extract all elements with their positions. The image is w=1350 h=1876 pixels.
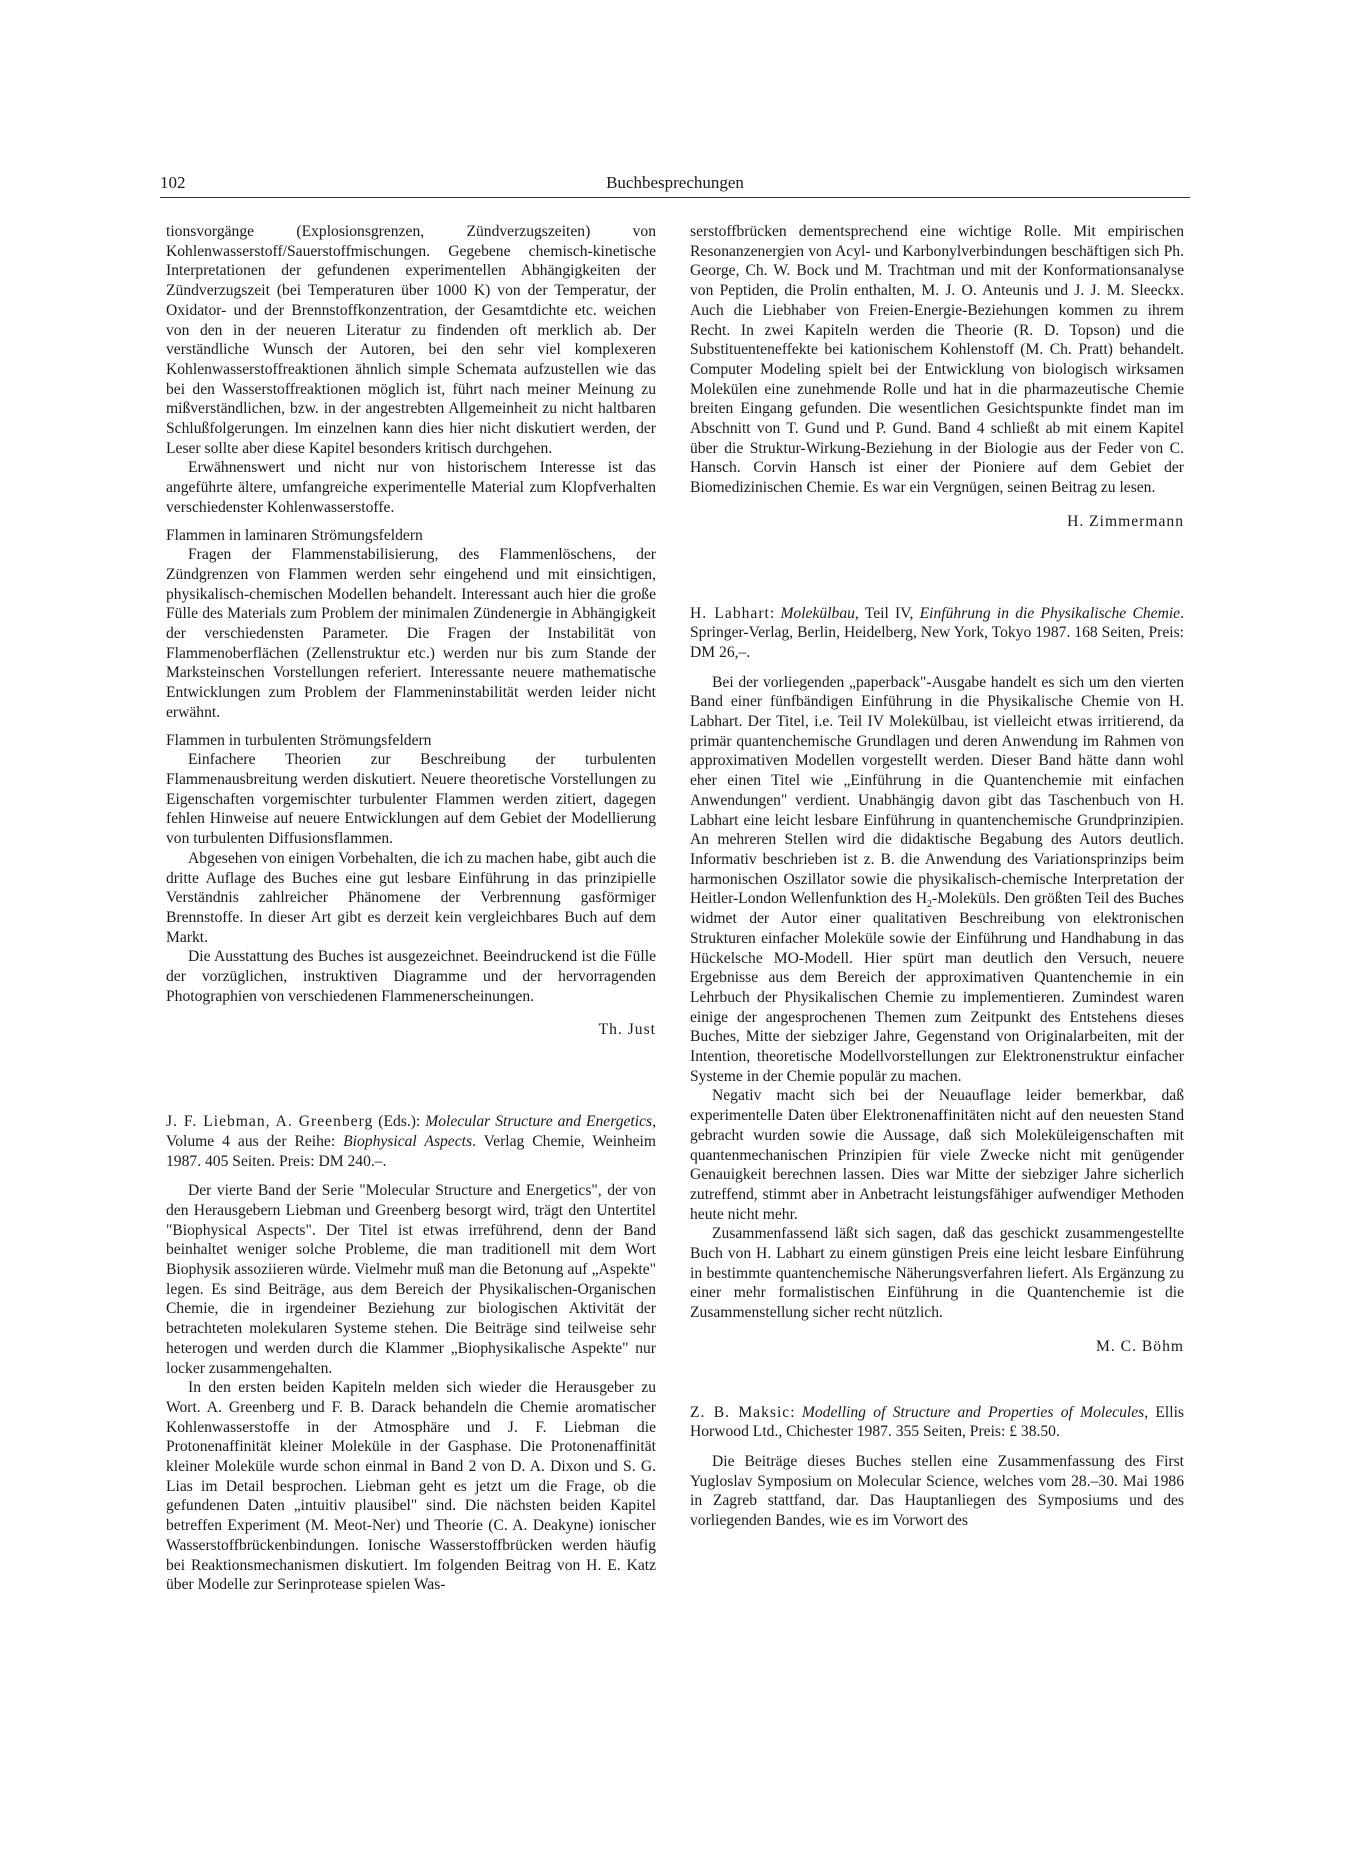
- book-publisher: . Springer-Verlag, Berlin, Heidelberg, New York, Tokyo 1987. 168 Seiten, Preis: DM 26,–.: [690, 604, 1184, 661]
- spacer: [166, 1040, 656, 1112]
- paragraph: Fragen der Flammenstabilisierung, des Flammenlöschens, der Zündgrenzen von Flammen werden sehr eingehend und mit einsichtigen, physikalisch-chemischen Modellen behandelt. Interessant auch hier die große Fülle des Materials zum Problem der minimalen Zündenergie in Abhängigkeit der verschiedensten Parameter. Die Fragen der Instabilität von Flammenoberflächen (Zellenstruktur etc.) werden nur bis zum Stande der Marksteinschen Vorstellungen referiert. Interessante neuere mathematische Entwicklungen zum Problem der Flammeninstabilität werden leider nicht erwähnt.: [166, 546, 656, 721]
- reviewer-signature: M. C. Böhm: [1096, 1337, 1184, 1355]
- paragraph: tionsvorgänge (Explosionsgrenzen, Zündverzugszeiten) von Kohlenwasserstoff/Sauerstoffmischungen. Gegebene chemisch-kinetische Interpretationen der gefundenen experimentellen Abhängigkeiten der Zündverzugszeit (bei Temperaturen über 1000 K) von der Temperatur, der Oxidator- und der Brennstoffkonzentration, der Gesamtdichte etc. weichen von den in der neueren Literatur zu findenden oft merklich ab. Der verständliche Wunsch der Autoren, bei den sehr viel komplexeren Kohlenwasserstoffreaktionen ähnlich simple Schemata aufzustellen wie das bei den Wasserstoffreaktionen möglich ist, führt nach meiner Meinung zu mißverständlichen, bzw. in der angestrebten Allgemeinheit zu nicht haltbaren Schlußfolgerungen. Im einzelnen kann dies hier nicht diskutiert werden, der Leser sollte aber diese Kapitel besonders kritisch durchgehen.: [166, 223, 656, 457]
- book-reference: [690, 1403, 1184, 1442]
- reviewer-signature: H. Zimmermann: [1067, 512, 1184, 530]
- right-column: [690, 222, 1184, 1531]
- book-title: Molekülbau: [780, 604, 855, 622]
- page-header: [160, 173, 1190, 198]
- running-title: Buchbesprechungen: [606, 173, 744, 192]
- paragraph: Abgesehen von einigen Vorbehalten, die ich zu machen habe, gibt auch die dritte Auflage des Buches eine gut lesbare Einführung in das prinzipielle Verständnis zahlreicher Phänomene der Verbrennung gasförmiger Brennstoffe. In dieser Art gibt es derzeit kein vergleichbares Buch auf dem Markt.: [166, 849, 656, 946]
- book-sep: :: [769, 604, 781, 622]
- book-mid: , Teil IV,: [854, 604, 920, 622]
- paragraph: In den ersten beiden Kapiteln melden sich wieder die Herausgeber zu Wort. A. Greenberg und F. B. Darack behandeln die Chemie aromatischer Kohlenwasserstoffe in der Atmosphäre und J. F. Liebman die Protonenaffinität kleiner Moleküle in der Gasphase. Die Protonenaffinität kleiner Moleküle wurde schon einmal in Band 2 von D. A. Dixon und S. G. Lias im Detail besprochen. Liebman geht es jetzt um die Frage, ob die gefundenen Daten „intuitiv plausibel" sind. Die nächsten beiden Kapitel betreffen Experiment (M. Meot-Ner) und Theorie (C. A. Deakyne) ionischer Wasserstoffbrückenbindungen. Ionische Wasserstoffbrücken werden häufig bei Reaktionsmechanismen diskutiert. Im folgenden Beitrag von H. E. Katz über Modelle zur Serinprotease spielen Was-: [166, 1379, 656, 1594]
- spacer: [690, 532, 1184, 604]
- paragraph: Der vierte Band der Serie "Molecular Structure and Energetics", der von den Herausgebern Liebman und Greenberg besorgt wird, trägt den Untertitel "Biophysical Aspects". Der Titel ist etwas irreführend, denn der Band beinhaltet weniger solche Probleme, die man traditionell mit dem Wort Biophysik assoziieren würde. Vielmehr muß man die Betonung auf „Aspekte" legen. Es sind Beiträge, aus dem Bereich der Physikalischen-Organischen Chemie, die in irgendeiner Beziehung zur biologischen Aktivität der betrachteten molekularen Systeme stehen. Die Beiträge sind teilweise sehr heterogen und werden durch die Klammer „Biophysikalische Aspekte" nur locker zusammengehalten.: [166, 1182, 656, 1377]
- paragraph: Die Beiträge dieses Buches stellen eine Zusammenfassung des First Yugloslav Symposium on Molecular Science, welches vom 28.–30. Mai 1986 in Zagreb stattfand, dar. Das Hauptanliegen des Symposiums und des vorliegenden Bandes, wie es im Vorwort des: [690, 1452, 1184, 1530]
- paragraph: [690, 673, 1184, 1087]
- paragraph: Einfachere Theorien zur Beschreibung der turbulenten Flammenausbreitung werden diskutiert. Neuere theoretische Vorstellungen zu Eigenschaften vorgemischter turbulenter Flammen werden zitiert, dagegen fehlen Hinweise auf neuere Entwicklungen auf dem Gebiet der Modellierung von turbulenten Diffusionsflammen.: [166, 751, 656, 848]
- book-reference: [166, 1112, 656, 1171]
- spacer: [690, 1357, 1184, 1403]
- book-subtitle: Einführung in die Physikalische Chemie: [919, 604, 1181, 622]
- reviewer-signature: Th. Just: [598, 1021, 656, 1039]
- book-series: Biophysical Aspects: [343, 1132, 473, 1150]
- book-title: Molecular Structure and Energetics: [425, 1113, 653, 1131]
- paragraph: Zusammenfassend läßt sich sagen, daß das geschickt zusammengestellte Buch von H. Labhart zu einem günstigen Preis eine leicht lesbare Einführung in bestimmte quantenchemische Näherungsverfahren liefert. Als Ergänzung zu einer mehr formalistischen Einführung in die Quantenchemie ist die Zusammenstellung sicher recht nützlich.: [690, 1225, 1184, 1322]
- left-column: [166, 222, 656, 1595]
- book-publisher: , Ellis Horwood Ltd., Chichester 1987. 355 Seiten, Preis: £ 38.50.: [690, 1403, 1184, 1441]
- paragraph: Erwähnenswert und nicht nur von historischem Interesse ist das angeführte ältere, umfangreiche experimentelle Material zum Klopfverhalten verschiedenster Kohlenwasserstoffe.: [166, 459, 656, 516]
- book-publisher: . Verlag Chemie, Weinheim 1987. 405 Seiten. Preis: DM 240.–.: [166, 1132, 657, 1170]
- book-sep: :: [790, 1403, 802, 1421]
- section-heading: Flammen in turbulenten Strömungsfeldern: [166, 731, 432, 749]
- book-eds: (Eds.):: [373, 1113, 426, 1131]
- book-author: Z. B. Maksic: [690, 1403, 791, 1421]
- paragraph: Negativ macht sich bei der Neuauflage leider bemerkbar, daß experimentelle Daten über Elektronenaffinitäten nicht auf den neuesten Stand gebracht wurden sowie die Aussage, daß sich Moleküleigenschaften mit quantenmechanischen Prinzipien für viele Zwecke nicht mit genügender Genauigkeit berechnen lassen. Dies war Mitte der siebziger Jahre sicherlich zutreffend, stimmt aber in Anbetracht leistungsfähiger aufwendiger Methoden heute nicht mehr.: [690, 1087, 1184, 1223]
- book-title: Modelling of Structure and Properties of Molecules: [801, 1403, 1145, 1421]
- subscript: 2: [927, 899, 933, 911]
- page-number: 102: [160, 173, 186, 192]
- book-authors: J. F. Liebman, A. Greenberg: [166, 1113, 374, 1131]
- text-run: -Moleküls. Den größten Teil des Buches widmet der Autor einer qualitativen Beschreibung von elektronischen Strukturen einfacher Moleküle sowie der Einführung und Handhabung in das Hückelsche MO-Modell. Hier spürt man deutlich den Versuch, neuere Ergebnisse aus dem Bereich der approximativen Quantenchemie in ein Lehrbuch der Physikalischen Chemie zu implementieren. Zumindest waren einige der angesprochenen Themen zum Zeitpunkt des Entstehens dieses Buches, Mitte der siebziger Jahre, Gegenstand von Originalarbeiten, mit der Intention, theoretische Modellvorstellungen zur Elektronenstruktur einfacher Systeme in der Chemie populär zu machen.: [690, 890, 1185, 1085]
- paragraph: Die Ausstattung des Buches ist ausgezeichnet. Beeindruckend ist die Fülle der vorzüglichen, instruktiven Diagramme und der hervorragenden Photographien von verschiedenen Flammenerscheinungen.: [166, 948, 656, 1005]
- section-heading: Flammen in laminaren Strömungsfeldern: [166, 526, 423, 544]
- paragraph: serstoffbrücken dementsprechend eine wichtige Rolle. Mit empirischen Resonanzenergien von Acyl- und Karbonylverbindungen beschäftigen sich Ph. George, Ch. W. Bock und M. Trachtman und mit der Konformationsanalyse von Peptiden, die Prolin enthalten, M. J. O. Anteunis und J. J. M. Sleeckx. Auch die Liebhaber von Freien-Energie-Beziehungen kommen zu ihrem Recht. In zwei Kapiteln werden die Theorie (R. D. Topson) und die Substituenteneffekte bei kationischem Kohlenstoff (M. Ch. Pratt) behandelt. Computer Modeling spielt bei der Entwicklung von biologisch wirksamen Molekülen eine zunehmende Rolle und hat in die pharmazeutische Chemie breiten Eingang gefunden. Die wesentlichen Gesichtspunkte findet man im Abschnitt von T. Gund und P. Gund. Band 4 schließt ab mit einem Kapitel über die Struktur-Wirkung-Beziehung in der Biologie aus der Feder von C. Hansch. Corvin Hansch ist einer der Pioniere auf dem Gebiet der Biomedizinischen Chemie. Es war ein Vergnügen, seinen Beitrag zu lesen.: [690, 223, 1184, 497]
- book-mid: , Volume 4 aus der Reihe:: [166, 1113, 656, 1150]
- book-author: H. Labhart: [690, 604, 770, 622]
- text-run: Bei der vorliegenden „paperback"-Ausgabe handelt es sich um den vierten Band einer fünfbändigen Einführung in die Physikalische Chemie von H. Labhart. Der Titel, i.e. Teil IV Molekülbau, ist vielleicht etwas irritierend, da primär quantenchemische Grundlagen und deren Anwendung im Rahmen von approximativen Modellen vorgestellt werden. Dieser Band hätte dann wohl eher einen Titel wie „Einführung in die Quantenchemie mit einfachen Anwendungen" verdient. Unabhängig davon gibt das Taschenbuch von H. Labhart eine leicht lesbare Einführung in quantenchemische Grundprinzipien. An mehreren Stellen wird die didaktische Begabung des Autors deutlich. Informativ beschrieben ist z. B. die Anwendung des Variationsprinzips beim harmonischen Oszillator sowie die physikalisch-chemische Interpretation der Heitler-London Wellenfunktion des H: [690, 673, 1184, 908]
- book-reference: [690, 604, 1184, 663]
